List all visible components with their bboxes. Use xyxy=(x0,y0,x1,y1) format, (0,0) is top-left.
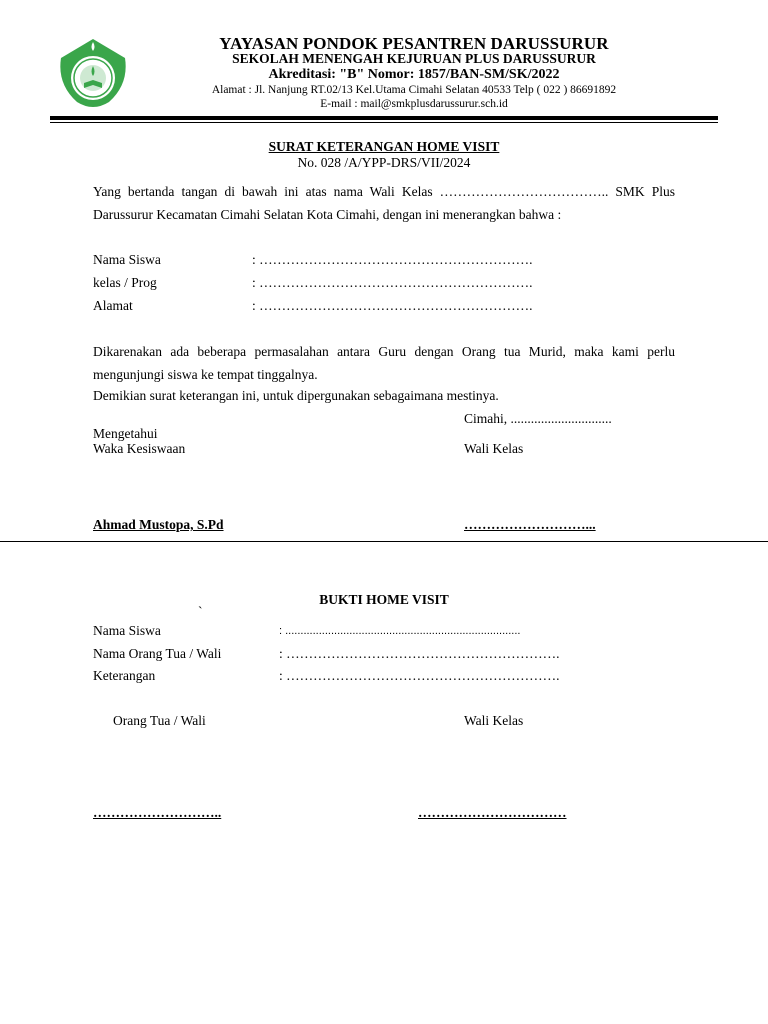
field-value-student-name: : ……………………………………………………. xyxy=(252,252,533,267)
field-label-student-name: Nama Siswa xyxy=(93,252,161,267)
letterhead-rule-thick xyxy=(50,116,718,120)
accreditation: Akreditasi: "B" Nomor: 1857/BAN-SM/SK/2022 xyxy=(268,67,560,82)
proof-value-parent-name: : ……………………………………………………. xyxy=(279,646,560,661)
proof-left-role: Orang Tua / Wali xyxy=(113,713,206,728)
right-signer-name: ………………………... xyxy=(464,517,596,532)
proof-left-signer: ……………………….. xyxy=(93,805,222,820)
field-label-address: Alamat xyxy=(93,298,133,313)
stray-mark: ` xyxy=(198,604,203,619)
school-logo xyxy=(55,36,131,112)
left-signer-name: Ahmad Mustopa, S.Pd xyxy=(93,517,224,532)
acknowledged-label: Mengetahui xyxy=(93,426,158,441)
field-value-class: : ……………………………………………………. xyxy=(252,275,533,290)
left-signer-role: Waka Kesiswaan xyxy=(93,441,186,456)
school-email: E-mail : mail@smkplusdarussurur.sch.id xyxy=(320,98,508,110)
field-label-class: kelas / Prog xyxy=(93,275,157,290)
closing-sentence: Demikian surat keterangan ini, untuk dipergunakan sebagaimana mestinya. xyxy=(93,388,499,403)
proof-value-notes: : ……………………………………………………. xyxy=(279,668,560,683)
intro-paragraph: Yang bertanda tangan di bawah ini atas nama Wali Kelas ……………………………….. SMK Plus Darussurur Kecamatan Cimahi Selatan Kota Cimahi, dengan ini menerangkan bahwa : xyxy=(93,184,675,222)
place-date: Cimahi, .............................. xyxy=(464,411,612,426)
proof-label-notes: Keterangan xyxy=(93,668,156,683)
right-signer-role: Wali Kelas xyxy=(464,441,524,456)
proof-value-student-name: : ............................................................................. xyxy=(279,625,521,637)
foundation-name: YAYASAN PONDOK PESANTREN DARUSSURUR xyxy=(219,34,609,53)
proof-label-student-name: Nama Siswa xyxy=(93,623,161,638)
proof-right-signer: …………………………… xyxy=(418,805,567,820)
reason-paragraph: Dikarenakan ada beberapa permasalahan antara Guru dengan Orang tua Murid, maka kami perlu mengunjungi siswa ke tempat tinggalnya. xyxy=(93,344,675,382)
proof-title: BUKTI HOME VISIT xyxy=(319,592,449,607)
school-address: Alamat : Jl. Nanjung RT.02/13 Kel.Utama Cimahi Selatan 40533 Telp ( 022 ) 86691892 xyxy=(211,84,617,96)
section-divider xyxy=(0,541,768,542)
letterhead-rule-thin xyxy=(50,122,718,123)
school-name: SEKOLAH MENENGAH KEJURUAN PLUS DARUSSURUR xyxy=(232,51,596,66)
proof-right-role: Wali Kelas xyxy=(464,713,524,728)
letter-title: SURAT KETERANGAN HOME VISIT xyxy=(268,139,500,154)
proof-label-parent-name: Nama Orang Tua / Wali xyxy=(93,646,222,661)
letter-number: No. 028 /A/YPP-DRS/VII/2024 xyxy=(297,155,471,170)
field-value-address: : ……………………………………………………. xyxy=(252,298,533,313)
